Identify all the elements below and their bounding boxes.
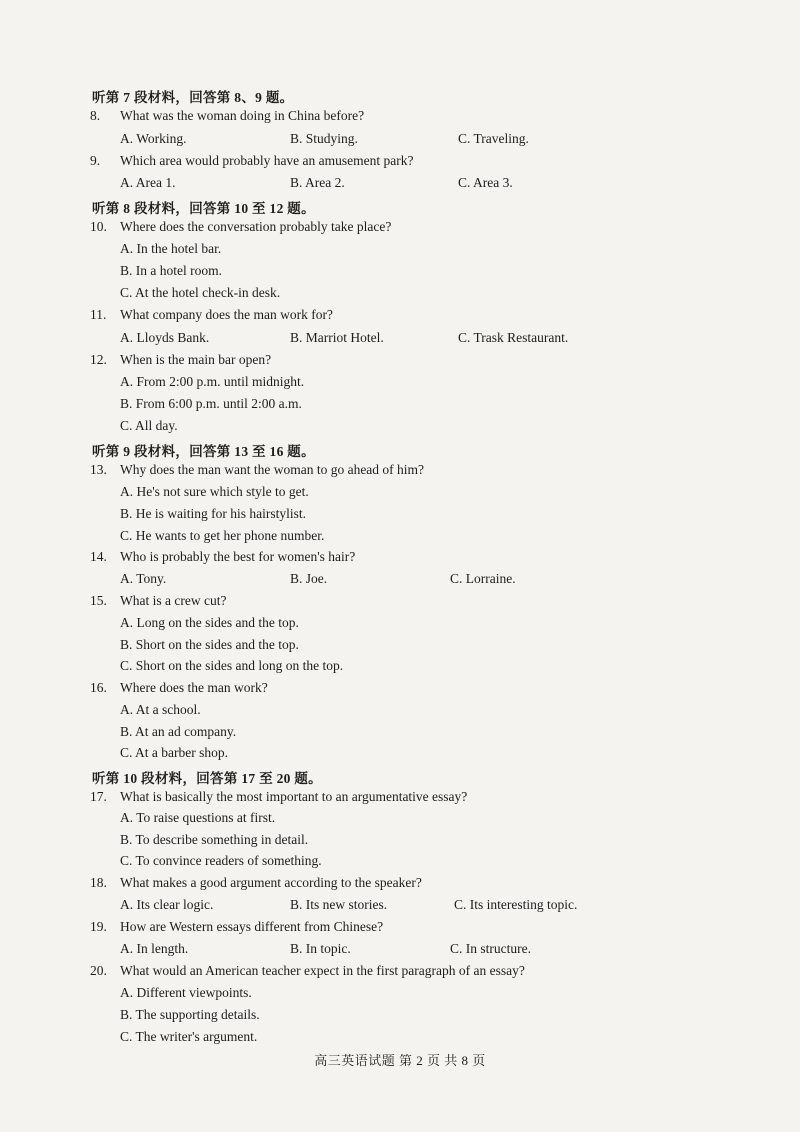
- option-b: B. Its new stories.: [290, 897, 388, 912]
- option-b: B. Short on the sides and the top.: [120, 637, 299, 652]
- option-b: B. Area 2.: [290, 175, 345, 190]
- option-c: C. Area 3.: [458, 175, 513, 190]
- option-b: B. Studying.: [290, 131, 358, 146]
- option-b: B. To describe something in detail.: [120, 832, 309, 847]
- question-15: [90, 593, 226, 609]
- option-a: A. At a school.: [120, 702, 201, 717]
- question-text: Which area would probably have an amusement park?: [120, 153, 414, 168]
- question-number: 14.: [90, 549, 107, 564]
- option-b: B. The supporting details.: [120, 1007, 260, 1022]
- option-b: B. From 6:00 p.m. until 2:00 a.m.: [120, 396, 302, 411]
- option-c: C. At the hotel check-in desk.: [120, 285, 281, 300]
- option-b: B. In topic.: [290, 941, 351, 956]
- question-number: 16.: [90, 680, 107, 695]
- question-number: 20.: [90, 963, 107, 978]
- option-a: A. From 2:00 p.m. until midnight.: [120, 374, 305, 389]
- option-a: A. Area 1.: [120, 175, 176, 190]
- option-a: A. Its clear logic.: [120, 897, 214, 912]
- question-number: 11.: [90, 307, 107, 322]
- question-text: What is a crew cut?: [120, 593, 227, 608]
- option-c: C. All day.: [120, 418, 178, 433]
- option-row: [120, 330, 600, 348]
- option-row: [120, 897, 600, 915]
- question-text: When is the main bar open?: [120, 352, 272, 367]
- option-row: [120, 571, 600, 589]
- question-number: 13.: [90, 462, 107, 477]
- question-number: 15.: [90, 593, 107, 608]
- question-number: 12.: [90, 352, 107, 367]
- question-20: [90, 963, 525, 979]
- question-14: [90, 549, 355, 565]
- section-heading: 听第 7 段材料，回答第 8、9 题。: [92, 90, 294, 105]
- option-c: C. Short on the sides and long on the top.: [120, 658, 344, 673]
- option-b: B. Marriot Hotel.: [290, 330, 384, 345]
- question-number: 9.: [90, 153, 101, 168]
- option-a: A. He's not sure which style to get.: [120, 484, 309, 499]
- question-10: [90, 219, 391, 235]
- option-b: B. In a hotel room.: [120, 263, 222, 278]
- option-c: C. The writer's argument.: [120, 1029, 258, 1044]
- option-a: A. To raise questions at first.: [120, 810, 276, 825]
- question-text: What is basically the most important to an argumentative essay?: [120, 789, 468, 804]
- option-b: B. He is waiting for his hairstylist.: [120, 506, 306, 521]
- option-a: A. Lloyds Bank.: [120, 330, 210, 345]
- option-b: B. At an ad company.: [120, 724, 237, 739]
- option-a: A. Tony.: [120, 571, 167, 586]
- option-c: C. At a barber shop.: [120, 745, 228, 760]
- question-18: [90, 875, 422, 891]
- option-a: A. Working.: [120, 131, 187, 146]
- question-text: Where does the man work?: [120, 680, 268, 695]
- option-a: A. In the hotel bar.: [120, 241, 222, 256]
- option-a: A. Different viewpoints.: [120, 985, 252, 1000]
- question-text: Who is probably the best for women's hair?: [120, 549, 356, 564]
- option-a: A. In length.: [120, 941, 189, 956]
- option-c: C. Its interesting topic.: [454, 897, 578, 912]
- question-19: [90, 919, 383, 935]
- question-number: 10.: [90, 219, 107, 234]
- option-c: C. In structure.: [450, 941, 531, 956]
- option-c: C. Traveling.: [458, 131, 529, 146]
- section-heading: 听第 10 段材料，回答第 17 至 20 题。: [92, 771, 322, 786]
- question-text: Why does the man want the woman to go ahead of him?: [120, 462, 425, 477]
- question-text: What company does the man work for?: [120, 307, 333, 322]
- question-12: [90, 352, 271, 368]
- question-number: 18.: [90, 875, 107, 890]
- question-number: 19.: [90, 919, 107, 934]
- question-text: What would an American teacher expect in the first paragraph of an essay?: [120, 963, 525, 978]
- question-9: [90, 153, 414, 169]
- question-text: How are Western essays different from Chinese?: [120, 919, 384, 934]
- question-16: [90, 680, 268, 696]
- question-number: 8.: [90, 108, 101, 123]
- question-8: [90, 108, 364, 124]
- question-text: What was the woman doing in China before?: [120, 108, 365, 123]
- option-c: C. He wants to get her phone number.: [120, 528, 325, 543]
- question-text: Where does the conversation probably take place?: [120, 219, 392, 234]
- question-number: 17.: [90, 789, 107, 804]
- question-text: What makes a good argument according to the speaker?: [120, 875, 422, 890]
- section-heading: 听第 8 段材料，回答第 10 至 12 题。: [92, 201, 315, 216]
- option-c: C. To convince readers of something.: [120, 853, 322, 868]
- section-heading: 听第 9 段材料，回答第 13 至 16 题。: [92, 444, 315, 459]
- option-b: B. Joe.: [290, 571, 328, 586]
- option-a: A. Long on the sides and the top.: [120, 615, 299, 630]
- option-c: C. Trask Restaurant.: [458, 330, 569, 345]
- option-row: [120, 175, 600, 193]
- question-11: [90, 307, 333, 323]
- option-row: [120, 941, 600, 959]
- question-17: [90, 789, 467, 805]
- question-13: [90, 462, 424, 478]
- option-row: [120, 131, 600, 149]
- option-c: C. Lorraine.: [450, 571, 516, 586]
- page-footer: 高三英语试题 第 2 页 共 8 页: [314, 1053, 486, 1068]
